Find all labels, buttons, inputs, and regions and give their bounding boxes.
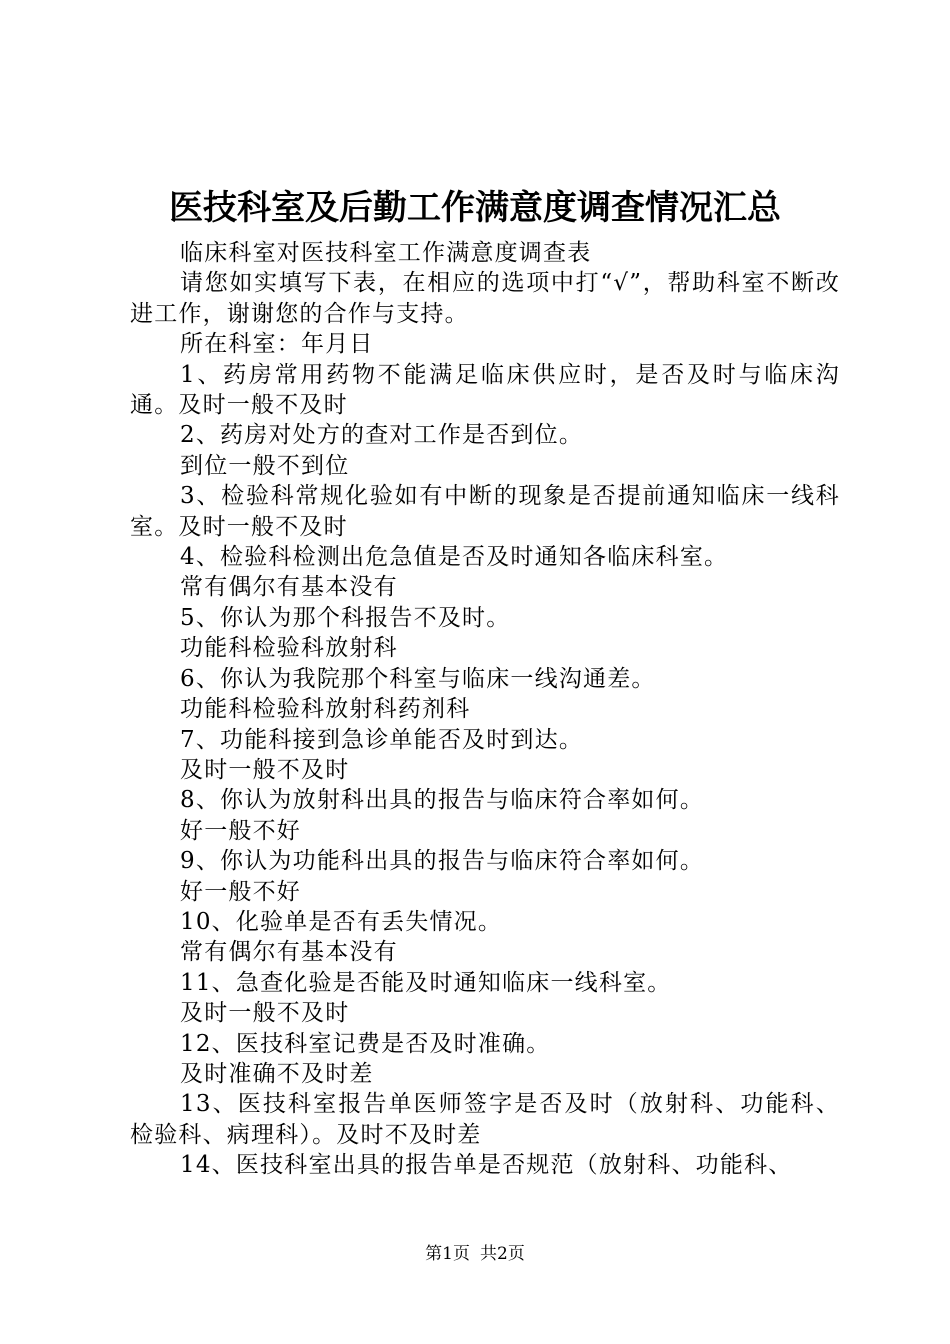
paragraph: 临床科室对医技科室工作满意度调查表 bbox=[180, 240, 592, 266]
paragraph: 及时准确不及时差 bbox=[180, 1060, 374, 1087]
paragraph: 到位一般不到位 bbox=[180, 452, 350, 479]
paragraph: 1、药房常用药物不能满足临床供应时，是否及时与临床沟通。及时一般不及时 bbox=[130, 361, 840, 419]
paragraph: 11、急查化验是否能及时通知临床一线科室。 bbox=[180, 969, 672, 996]
paragraph: 10、化验单是否有丢失情况。 bbox=[180, 908, 503, 935]
paragraph: 7、功能科接到急诊单能否及时到达。 bbox=[180, 726, 584, 753]
paragraph: 13、医技科室报告单医师签字是否及时（放射科、功能科、检验科、病理科）。及时不及时差 bbox=[130, 1091, 840, 1148]
document-body bbox=[130, 238, 840, 1181]
paragraph: 常有偶尔有基本没有 bbox=[180, 574, 398, 601]
page-footer bbox=[0, 1241, 950, 1267]
page-number-current: 第1页 bbox=[425, 1244, 470, 1264]
paragraph: 好一般不好 bbox=[180, 817, 301, 844]
paragraph: 3、检验科常规化验如有中断的现象是否提前通知临床一线科室。及时一般不及时 bbox=[130, 483, 840, 540]
paragraph: 常有偶尔有基本没有 bbox=[180, 939, 398, 966]
paragraph: 2、药房对处方的查对工作是否到位。 bbox=[180, 422, 584, 449]
paragraph: 功能科检验科放射科药剂科 bbox=[180, 696, 471, 723]
paragraph: 6、你认为我院那个科室与临床一线沟通差。 bbox=[180, 665, 656, 692]
paragraph: 5、你认为那个科报告不及时。 bbox=[180, 604, 511, 631]
paragraph: 12、医技科室记费是否及时准确。 bbox=[180, 1030, 551, 1057]
paragraph: 功能科检验科放射科 bbox=[180, 635, 398, 662]
paragraph: 所在科室：年月日 bbox=[180, 331, 374, 358]
paragraph: 9、你认为功能科出具的报告与临床符合率如何。 bbox=[180, 848, 705, 875]
paragraph: 14、医技科室出具的报告单是否规范（放射科、功能科、 bbox=[180, 1152, 793, 1179]
paragraph: 及时一般不及时 bbox=[180, 1000, 350, 1027]
paragraph: 8、你认为放射科出具的报告与临床符合率如何。 bbox=[180, 787, 705, 814]
paragraph: 及时一般不及时 bbox=[180, 756, 350, 783]
paragraph: 好一般不好 bbox=[180, 878, 301, 905]
paragraph: 4、检验科检测出危急值是否及时通知各临床科室。 bbox=[180, 544, 729, 571]
paragraph: 请您如实填写下表，在相应的选项中打“√”，帮助科室不断改进工作，谢谢您的合作与支持。 bbox=[130, 270, 840, 327]
document-title: 医技科室及后勤工作满意度调查情况汇总 bbox=[169, 188, 781, 228]
page-number-total: 共2页 bbox=[480, 1244, 525, 1264]
